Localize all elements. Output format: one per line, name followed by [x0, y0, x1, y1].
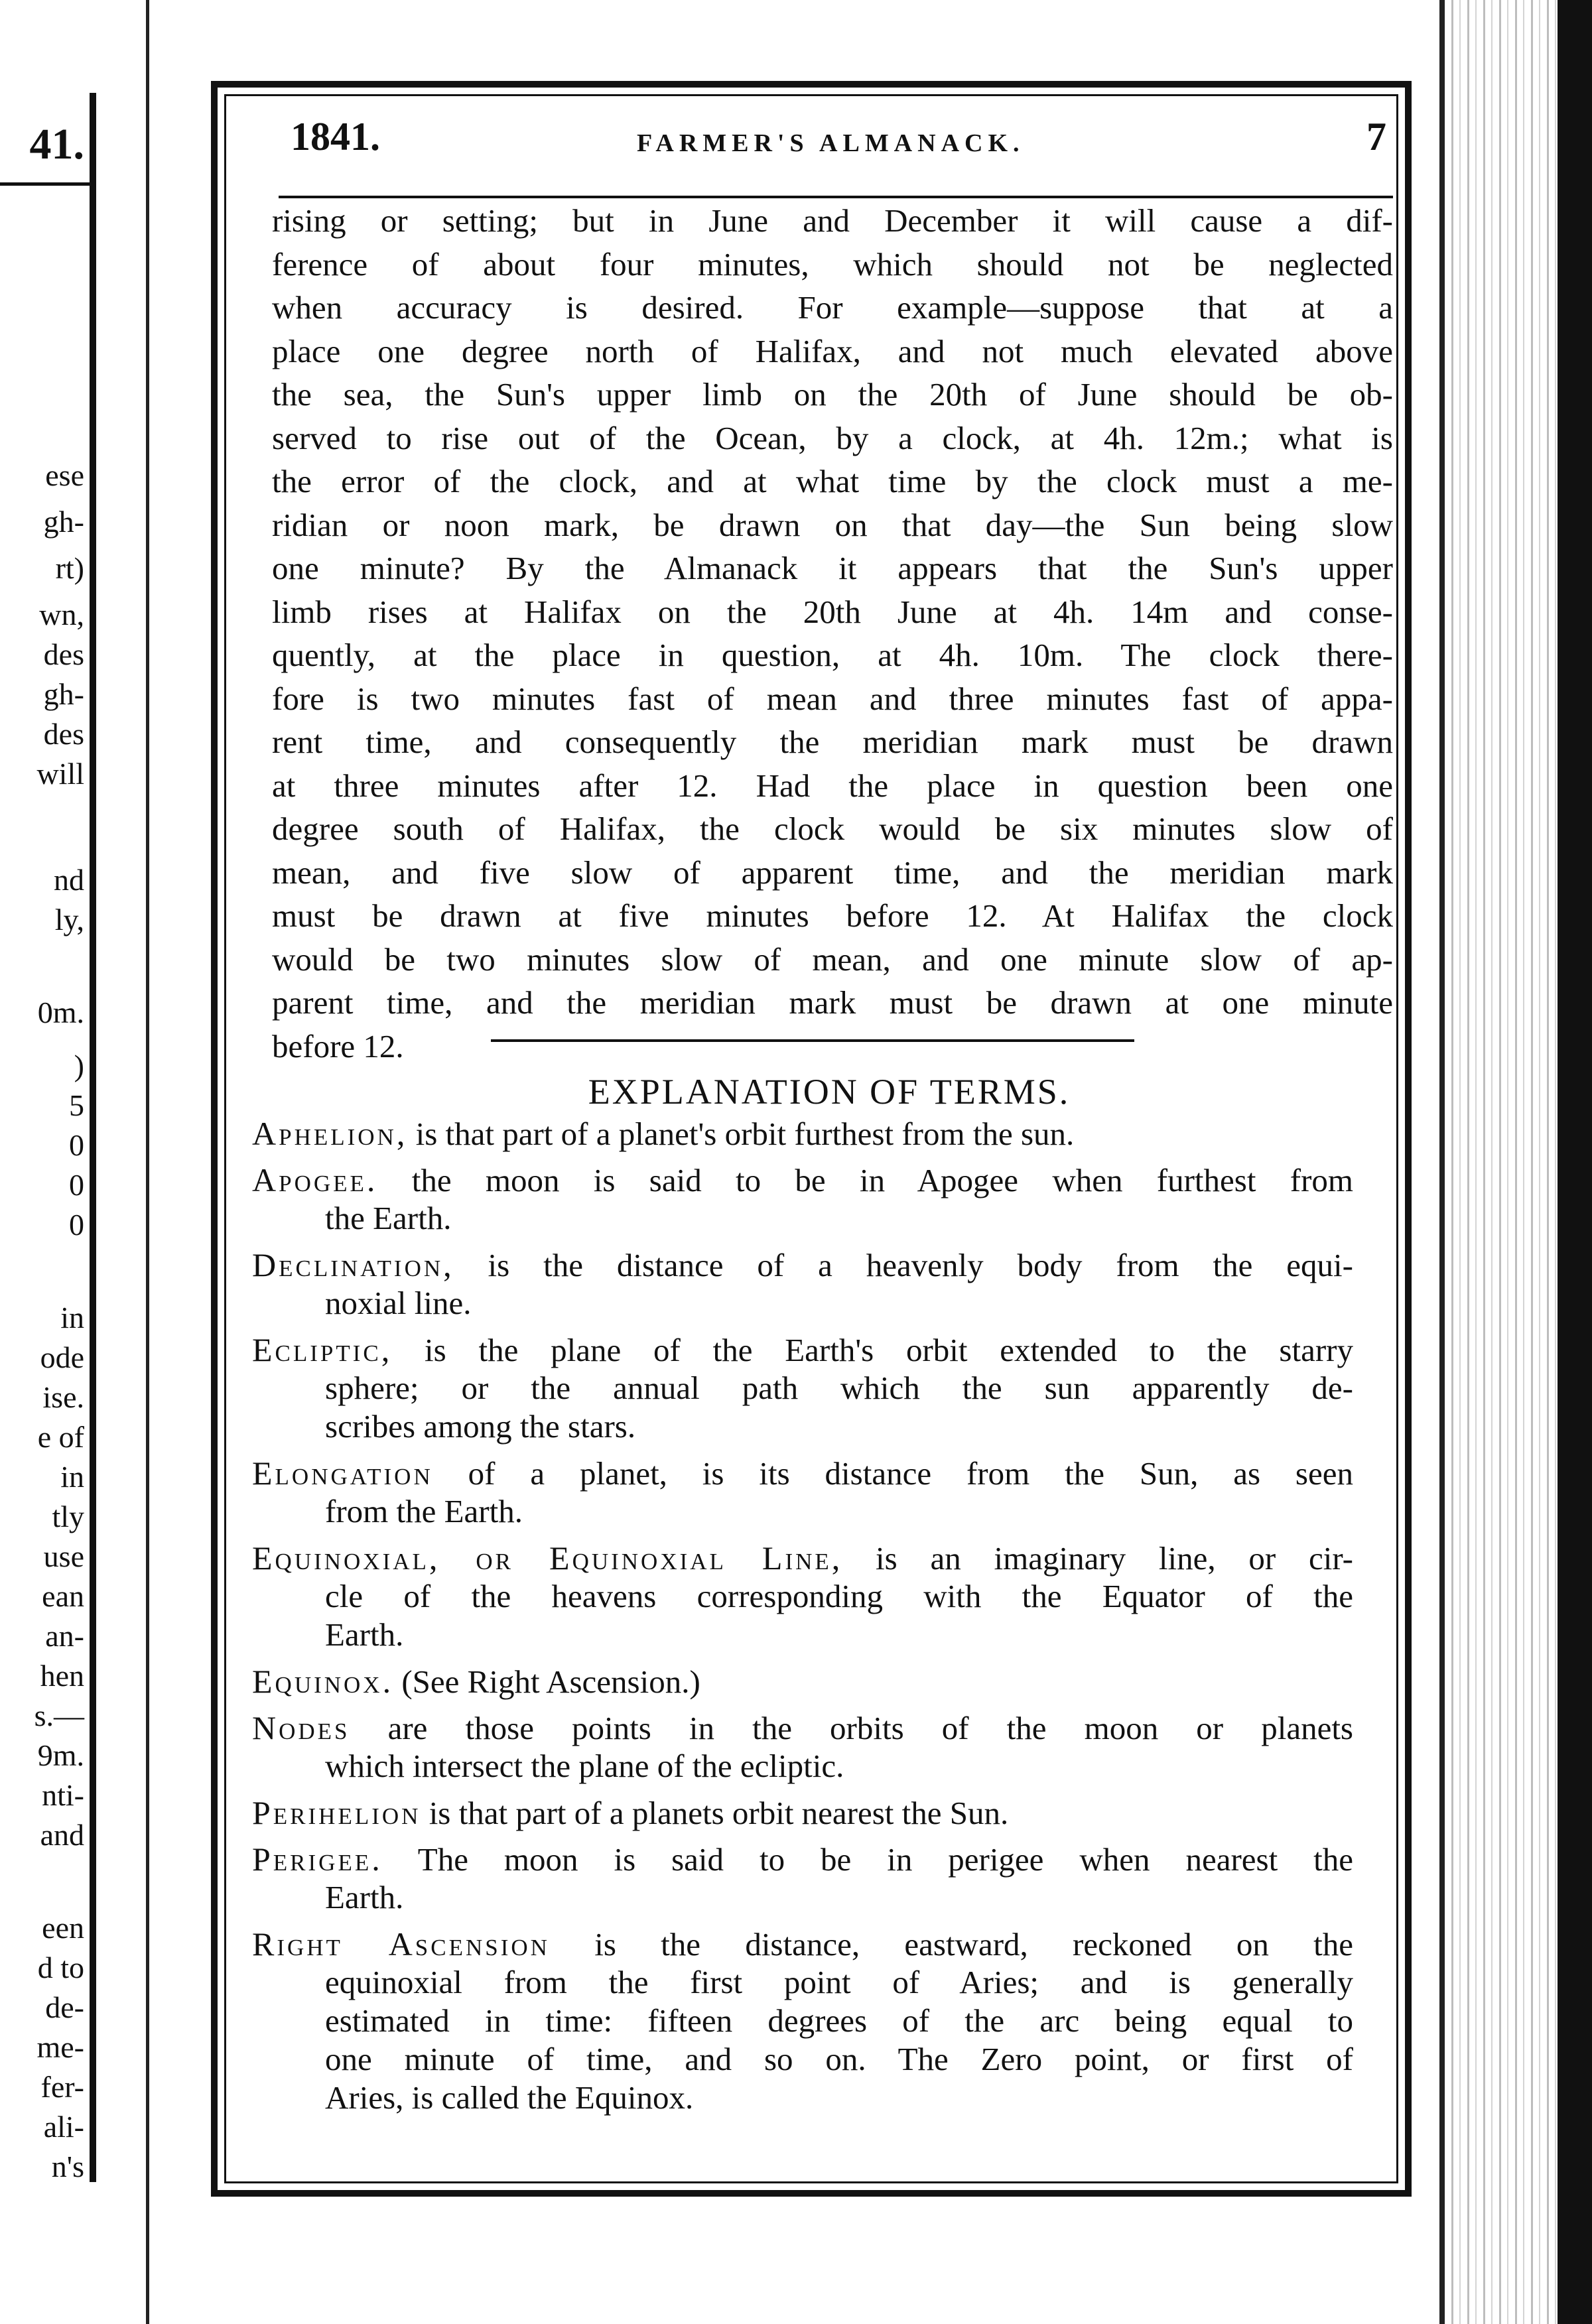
body-line: rent time, and consequently the meridian mark must be drawn: [272, 724, 1393, 760]
term-name: Declination,: [252, 1246, 454, 1283]
term-first-line: [252, 1330, 1353, 1369]
left-page-fragment-text: ese: [45, 458, 84, 492]
body-line: limb rises at Halifax on the 20th June at 4h. 14m and conse-: [272, 593, 1393, 630]
left-page-fragment-text: gh-: [43, 505, 84, 539]
term-name: Elongation: [252, 1454, 433, 1492]
left-page-fragment-text: will: [36, 757, 84, 791]
body-line: the sea, the Sun's upper limb on the 20th of June should be ob-: [272, 376, 1393, 413]
term-definition-line: noxial line.: [325, 1285, 472, 1321]
body-line: parent time, and the meridian mark must be drawn at one minute: [272, 984, 1393, 1021]
term-definition: is the plane of the Earth's orbit extended to the starry: [425, 1332, 1353, 1368]
term-definition-line: Earth.: [325, 1879, 404, 1915]
term-definition: (See Right Ascension.): [401, 1663, 700, 1700]
term-definition-line: Earth.: [325, 1616, 404, 1653]
left-page-fragment-text: ean: [42, 1579, 84, 1613]
term-definition-line: the Earth.: [325, 1200, 452, 1236]
term-name: Perihelion: [252, 1794, 421, 1831]
terms-heading: EXPLANATION OF TERMS.: [588, 1072, 1071, 1112]
header-year: 1841.: [291, 115, 380, 159]
term-definition: of a planet, is its distance from the Sun, as seen: [468, 1455, 1354, 1492]
left-page-fragment-text: nti-: [42, 1778, 84, 1812]
left-page-fragment-text: use: [43, 1539, 84, 1573]
term-entry: [252, 1246, 1353, 1323]
terms-list: [252, 1114, 1353, 2125]
term-first-line: [252, 1840, 1353, 1878]
term-name: Apogee.: [252, 1161, 378, 1198]
header-rule: [279, 196, 1393, 198]
term-entry: [252, 1793, 1353, 1832]
term-first-line: [252, 1793, 1353, 1832]
left-page-fragment-text: 0: [69, 1168, 84, 1202]
term-name: Equinoxial, or Equinoxial Line,: [252, 1539, 843, 1577]
term-entry: [252, 1114, 1353, 1153]
body-line: place one degree north of Halifax, and not much elevated above: [272, 332, 1393, 369]
term-first-line: [252, 1539, 1353, 1577]
term-definition-line: equinoxial from the first point of Aries; and is generally: [325, 1964, 1353, 2000]
body-line: rising or setting; but in June and December it will cause a dif-: [272, 202, 1393, 239]
term-definition-line: sphere; or the annual path which the sun apparently de-: [325, 1370, 1353, 1406]
body-line: would be two minutes slow of mean, and one minute slow of ap-: [272, 940, 1393, 978]
term-first-line: [252, 1246, 1353, 1284]
body-line: one minute? By the Almanack it appears that the Sun's upper: [272, 550, 1393, 586]
left-page-fragment-text: ali-: [43, 2110, 84, 2144]
term-definition: The moon is said to be in perigee when nearest the: [417, 1841, 1353, 1878]
left-page-fragment-text: gh-: [43, 677, 84, 711]
term-first-line: [252, 1662, 1353, 1701]
body-line: at three minutes after 12. Had the place in question been one: [272, 767, 1393, 804]
term-first-line: [252, 1454, 1353, 1492]
left-page-fragment-text: and: [40, 1818, 84, 1852]
left-page-fragment-text: e of: [37, 1420, 84, 1454]
body-line: ridian or noon mark, be drawn on that day—the Sun being slow: [272, 506, 1393, 543]
left-page-fragment-text: me-: [36, 2030, 84, 2064]
page-stack-edges: [1439, 0, 1592, 2324]
left-page-fragment-text: ise.: [42, 1380, 84, 1414]
left-page-fragment-text: een: [42, 1911, 84, 1945]
term-definition: is an imaginary line, or cir-: [876, 1540, 1353, 1577]
left-page-fragment-text: de-: [45, 1990, 84, 2024]
term-definition-line: cle of the heavens corresponding with the Equator of the: [325, 1578, 1353, 1614]
term-definition: is that part of a planets orbit nearest the Sun.: [429, 1795, 1009, 1831]
left-page-fragment-text: an-: [45, 1619, 84, 1653]
left-page-fragment-text: des: [43, 637, 84, 671]
term-entry: [252, 1539, 1353, 1654]
term-definition-line: which intersect the plane of the ecliptic.: [325, 1748, 844, 1784]
left-page-fragment-text: 0: [69, 1208, 84, 1242]
left-page-fragment-text: fer-: [40, 2070, 84, 2104]
body-line: fore is two minutes fast of mean and three minutes fast of appa-: [272, 680, 1393, 717]
body-line: the error of the clock, and at what time by the clock must a me-: [272, 463, 1393, 499]
term-first-line: [252, 1709, 1353, 1747]
body-line: served to rise out of the Ocean, by a clock, at 4h. 12m.; what is: [272, 419, 1393, 456]
left-page-fragment-text: 5: [69, 1088, 84, 1122]
term-definition: the moon is said to be in Apogee when furthest from: [411, 1162, 1354, 1198]
body-paragraph: [272, 199, 1393, 1068]
left-page-fragment-text: ode: [40, 1340, 84, 1374]
term-name: Nodes: [252, 1709, 350, 1746]
body-line: before 12.: [272, 1027, 404, 1065]
section-divider: [491, 1039, 1134, 1042]
term-name: Perigee.: [252, 1840, 383, 1878]
left-page-rule: [0, 182, 90, 186]
left-page-fragment-text: des: [43, 717, 84, 751]
term-first-line: [252, 1161, 1353, 1199]
running-header: [239, 114, 1393, 180]
page-number: 7: [1366, 115, 1386, 159]
term-definition: is that part of a planet's orbit furthest from the sun.: [415, 1116, 1075, 1152]
term-definition: is the distance of a heavenly body from the equi-: [488, 1247, 1353, 1283]
left-page-fragment-text: 0: [69, 1128, 84, 1162]
page-gutter: [146, 0, 149, 2324]
body-line: degree south of Halifax, the clock would be six minutes slow of: [272, 810, 1393, 847]
body-line: when accuracy is desired. For example—suppose that at a: [272, 289, 1393, 326]
left-page-fragment-text: in: [60, 1460, 84, 1494]
body-line: mean, and five slow of apparent time, and the meridian mark: [272, 854, 1393, 891]
left-page-fragment-text: nd: [54, 863, 84, 897]
term-name: Equinox.: [252, 1663, 394, 1700]
term-entry: [252, 1662, 1353, 1701]
term-definition-line: one minute of time, and so on. The Zero point, or first of: [325, 2041, 1353, 2077]
left-page-fragment-text: in: [60, 1301, 84, 1334]
term-definition-line: Aries, is called the Equinox.: [325, 2079, 694, 2116]
term-definition: are those points in the orbits of the moon or planets: [387, 1710, 1353, 1746]
term-name: Aphelion,: [252, 1115, 408, 1152]
left-page-fragment-text: rt): [55, 551, 84, 585]
term-definition: is the distance, eastward, reckoned on the: [594, 1926, 1353, 1963]
left-page-fragment-text: d to: [37, 1951, 84, 1984]
term-entry: [252, 1925, 1353, 2117]
term-entry: [252, 1454, 1353, 1531]
body-line: ference of about four minutes, which should not be neglected: [272, 245, 1393, 283]
left-page-fragment-text: wn,: [39, 598, 84, 631]
left-page-fragment-text: ly,: [54, 903, 84, 936]
term-definition-line: estimated in time: fifteen degrees of the arc being equal to: [325, 2002, 1353, 2039]
term-first-line: [252, 1925, 1353, 1963]
term-entry: [252, 1840, 1353, 1917]
term-entry: [252, 1330, 1353, 1446]
left-page-fragment-text: n's: [51, 2150, 84, 2182]
term-name: Right Ascension: [252, 1925, 550, 1963]
body-line: must be drawn at five minutes before 12. At Halifax the clock: [272, 897, 1393, 934]
left-page-fragment-text: s.—: [34, 1699, 84, 1732]
left-page-fragment: [0, 93, 96, 2182]
term-first-line: [252, 1114, 1353, 1153]
body-line: quently, at the place in question, at 4h. 10m. The clock there-: [272, 637, 1393, 673]
term-entry: [252, 1709, 1353, 1785]
term-definition-line: scribes among the stars.: [325, 1408, 636, 1445]
term-name: Ecliptic,: [252, 1331, 393, 1368]
term-definition-line: from the Earth.: [325, 1493, 523, 1529]
left-page-fragment-text: tly: [52, 1500, 84, 1533]
left-page-fragment-text: ): [74, 1049, 84, 1082]
header-title: FARMER'S ALMANACK.: [637, 129, 1025, 157]
left-page-fragment-text: hen: [40, 1659, 84, 1693]
left-page-fragment-text: 9m.: [37, 1738, 84, 1772]
term-entry: [252, 1161, 1353, 1238]
left-page-fragment-text: 0m.: [37, 996, 84, 1029]
left-page-year: 41.: [29, 120, 84, 168]
